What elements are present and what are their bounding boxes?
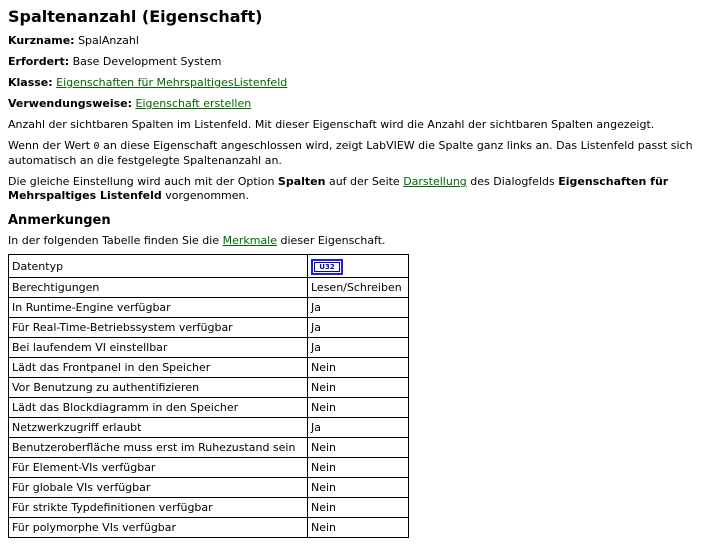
property-value-cell: Ja bbox=[308, 338, 409, 358]
setting-bold-columns: Spalten bbox=[277, 175, 326, 188]
requires-value: Base Development System bbox=[72, 55, 222, 68]
table-row bbox=[9, 318, 409, 338]
setting-bold-dialog-1: Eigenschaften für bbox=[558, 175, 669, 188]
u32-terminal-icon[interactable]: U32 bbox=[311, 259, 343, 275]
table-row bbox=[9, 478, 409, 498]
requires-label: Erfordert: bbox=[8, 55, 70, 68]
property-name-cell: Lädt das Frontpanel in den Speicher bbox=[9, 358, 308, 378]
property-value-cell: Nein bbox=[308, 458, 409, 478]
property-value-cell: Nein bbox=[308, 518, 409, 538]
property-name-cell: Lädt das Blockdiagramm in den Speicher bbox=[9, 398, 308, 418]
property-value-cell: Nein bbox=[308, 398, 409, 418]
property-name-cell: In Runtime-Engine verfügbar bbox=[9, 298, 308, 318]
property-value-cell: Nein bbox=[308, 478, 409, 498]
zero-value-paragraph bbox=[8, 139, 724, 168]
characteristics-table bbox=[8, 254, 409, 538]
setting-text-1: Die gleiche Einstellung wird auch mit der Option bbox=[8, 175, 278, 188]
property-name-cell: Berechtigungen bbox=[9, 278, 308, 298]
table-row bbox=[9, 418, 409, 438]
property-name-cell: Für Element-VIs verfügbar bbox=[9, 458, 308, 478]
table-row bbox=[9, 398, 409, 418]
table-row bbox=[9, 518, 409, 538]
property-value-cell: Lesen/Schreiben bbox=[308, 278, 409, 298]
table-row bbox=[9, 278, 409, 298]
datatype-cell bbox=[308, 255, 409, 278]
zero-paragraph-before: Wenn der Wert bbox=[8, 139, 94, 152]
usage-line bbox=[8, 97, 724, 118]
requires-line bbox=[8, 55, 724, 76]
remarks-intro-after: dieser Eigenschaft. bbox=[277, 234, 386, 247]
datatype-label: Datentyp bbox=[9, 255, 308, 278]
property-value-cell: Ja bbox=[308, 418, 409, 438]
short-name-line bbox=[8, 34, 724, 55]
zero-code: 0 bbox=[93, 141, 100, 152]
property-value-cell: Nein bbox=[308, 438, 409, 458]
class-link[interactable]: Eigenschaften für MehrspaltigesListenfeld bbox=[56, 76, 288, 89]
description-paragraph: Anzahl der sichtbaren Spalten im Listenfeld. Mit dieser Eigenschaft wird die Anzahl der sichtbaren Spalten angezeigt. bbox=[8, 118, 655, 131]
property-value-cell: Nein bbox=[308, 498, 409, 518]
property-name-cell: Für globale VIs verfügbar bbox=[9, 478, 308, 498]
setting-text-4: vorgenommen. bbox=[161, 189, 249, 202]
setting-text-2: auf der Seite bbox=[325, 175, 404, 188]
property-name-cell: Für polymorphe VIs verfügbar bbox=[9, 518, 308, 538]
table-row bbox=[9, 458, 409, 478]
property-value-cell: Nein bbox=[308, 358, 409, 378]
property-name-cell: Benutzeroberfläche muss erst im Ruhezustand sein bbox=[9, 438, 308, 458]
zero-paragraph-line2: automatisch an die festgelegte Spaltenanzahl an. bbox=[8, 154, 282, 167]
remarks-intro bbox=[8, 234, 724, 248]
class-line bbox=[8, 76, 724, 97]
setting-paragraph bbox=[8, 175, 724, 203]
remarks-heading: Anmerkungen bbox=[8, 213, 111, 228]
help-page bbox=[8, 6, 724, 538]
table-row bbox=[9, 338, 409, 358]
class-label: Klasse: bbox=[8, 76, 53, 89]
zero-paragraph-after: an diese Eigenschaft angeschlossen wird, zeigt LabVIEW die Spalte ganz links an. Das Listenfeld passt sich bbox=[99, 139, 693, 152]
table-row bbox=[9, 438, 409, 458]
appearance-link[interactable]: Darstellung bbox=[403, 175, 467, 188]
short-name-value: SpalAnzahl bbox=[78, 34, 139, 47]
property-name-cell: Für Real-Time-Betriebssystem verfügbar bbox=[9, 318, 308, 338]
page-title: Spaltenanzahl (Eigenschaft) bbox=[8, 7, 263, 26]
table-row bbox=[9, 358, 409, 378]
table-row bbox=[9, 498, 409, 518]
remarks-intro-before: In der folgenden Tabelle finden Sie die bbox=[8, 234, 223, 247]
table-row bbox=[9, 255, 409, 278]
property-name-cell: Netzwerkzugriff erlaubt bbox=[9, 418, 308, 438]
setting-text-3: des Dialogfelds bbox=[466, 175, 559, 188]
property-name-cell: Vor Benutzung zu authentifizieren bbox=[9, 378, 308, 398]
property-value-cell: Ja bbox=[308, 318, 409, 338]
characteristics-link[interactable]: Merkmale bbox=[222, 234, 278, 247]
short-name-label: Kurzname: bbox=[8, 34, 75, 47]
table-row bbox=[9, 378, 409, 398]
setting-bold-dialog-2: Mehrspaltiges Listenfeld bbox=[8, 189, 162, 202]
usage-label: Verwendungsweise: bbox=[8, 97, 133, 110]
property-name-cell: Bei laufendem VI einstellbar bbox=[9, 338, 308, 358]
usage-link[interactable]: Eigenschaft erstellen bbox=[135, 97, 252, 110]
property-value-cell: Nein bbox=[308, 378, 409, 398]
table-row bbox=[9, 298, 409, 318]
property-name-cell: Für strikte Typdefinitionen verfügbar bbox=[9, 498, 308, 518]
property-value-cell: Ja bbox=[308, 298, 409, 318]
